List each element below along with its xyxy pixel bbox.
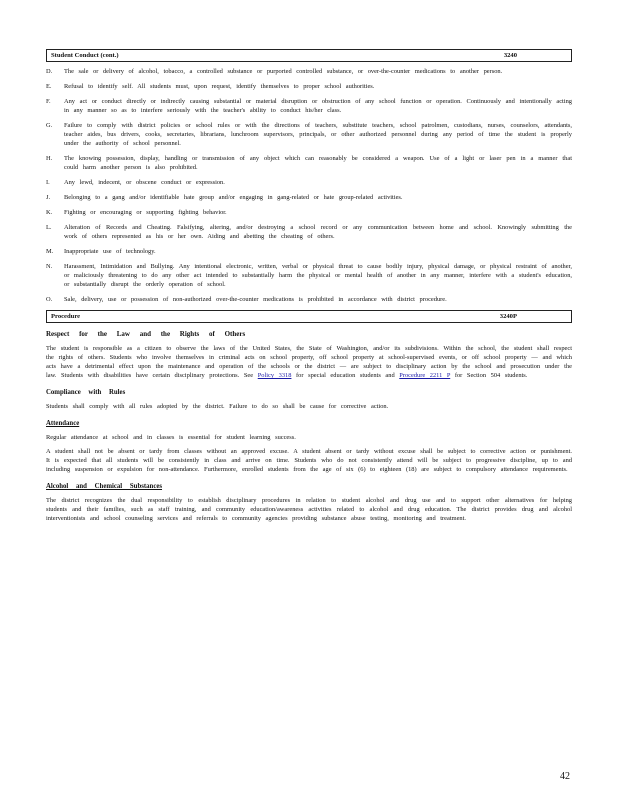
attendance-paragraph-1: Regular attendance at school and in classes is essential for student learning success. [46,434,296,441]
item-letter: I. [46,179,50,186]
list-item [46,247,572,256]
attendance-heading: Attendance [46,420,80,427]
respect-paragraph [46,344,572,380]
list-item [46,82,572,91]
procedure-title: Respect for the Law and the Rights of Others [46,330,246,338]
conduct-list [46,67,572,304]
compliance-paragraph: Students shall comply with all rules adopted by the district. Failure to do so shall be cause for corrective action. [46,403,389,410]
item-letter: O. [46,296,53,303]
list-item [46,295,572,304]
list-item [46,67,572,76]
policy-3318-link[interactable]: Policy 3318 [257,372,292,379]
list-item [46,121,572,148]
compliance-heading: Compliance with Rules [46,389,126,396]
item-letter: G. [46,122,53,129]
item-letter: F. [46,98,51,105]
item-letter: K. [46,209,53,216]
item-letter: N. [46,263,53,270]
respect-text: The student is responsible as a citizen to observe the laws of the United States, the State of Washington, and/or its subdivisions. Within the school, the student shall respect the rights of others. Students who involve themselves in criminal acts on school property, off school property at school-supervised events, or off school property — and which acts have a detrimental effect upon the maintenance and operation of the schools or the district — are subject to disciplinary action by the school and prosecution under the law. Students with disabilities have certain disciplinary protections. See [46,345,572,379]
document-page [46,49,572,528]
list-item [46,178,572,187]
item-letter: H. [46,155,53,162]
item-text: The knowing possession, display, handling or transmission of any object which can reasonably be considered a weapon. Use of a light or laser pen in a manner that could harm another person is also prohibited. [64,155,572,171]
item-text: Any act or conduct directly or indirectly causing substantial or material disruption or obstruction of any school function or operation. Continuously and intentionally acting in any manner so as to interfere seriously with the teacher's ability to conduct his/her class. [64,98,572,114]
section-title: Student Conduct (cont.) [51,52,119,59]
procedure-number: 3240P [499,313,517,320]
item-text: Any lewd, indecent, or obscene conduct or expression. [64,179,225,186]
item-text: Fighting or encouraging or supporting fighting behavior. [64,209,227,216]
item-text: Alteration of Records and Cheating. Falsifying, altering, and/or destroying a school record or any communication between home and school. Knowingly submitting the work of others represented as his or her own. Aiding and abetting the cheating of others. [64,224,572,240]
section-title: Procedure [51,313,81,320]
list-item [46,193,572,202]
list-item [46,154,572,172]
item-letter: L. [46,224,52,231]
respect-text-mid: for special education students and [296,372,395,379]
item-text: Belonging to a gang and/or identifiable hate group and/or engaging in gang-related or hate group-related activities. [64,194,403,201]
item-text: Sale, delivery, use or possession of non-authorized over-the-counter medications is prohibited in accordance with district procedure. [64,296,447,303]
procedure-2211p-link[interactable]: Procedure 2211 P [399,372,451,379]
attendance-paragraph-2: A student shall not be absent or tardy from classes without an approved excuse. A student absent or tardy without excuse shall be subject to corrective action or punishment. It is expected that all students will be consistently in class and arrive on time. Students who do not consistently attend will be subject to progressive discipline, up to and including suspension or expulsion for non-attendance. Furthermore, enrolled students from the age of six (6) to eighteen (18) are subject to compulsory attendance requirements. [46,448,572,473]
item-text: Refusal to identify self. All students must, upon request, identify themselves to proper school authorities. [64,83,375,90]
list-item [46,262,572,289]
item-letter: D. [46,68,53,75]
list-item [46,223,572,241]
section-header-procedure [46,310,572,323]
list-item [46,208,572,217]
item-letter: M. [46,248,54,255]
item-text: Failure to comply with district policies or school rules or with the directions of teachers, substitute teachers, school patrolmen, custodians, nurses, counselors, attendants, teacher aides, bus drivers, cooks, secretaries, librarians, lunchroom supervisors, principals, or other authorized personnel during any period of time the student is properly under the authority of school personnel. [64,122,572,147]
alcohol-paragraph: The district recognizes the dual responsibility to establish disciplinary procedures in relation to student alcohol and drug use and to support other alternatives for helping students and their families, such as staff training, and community education/awareness activities related to alcohol and drug education. The district provides drug and alcohol interventionists and school counseling services and referrals to community agencies providing substance abuse testing, monitoring and treatment. [46,497,572,522]
policy-number: 3240 [503,52,517,59]
list-item [46,97,572,115]
item-text: Inappropriate use of technology. [64,248,156,255]
page-number: 42 [560,771,570,782]
section-header-student-conduct [46,49,572,62]
item-letter: E. [46,83,52,90]
alcohol-heading: Alcohol and Chemical Substances [46,483,163,490]
item-text: The sale or delivery of alcohol, tobacco, a controlled substance or purported controlled substance, or over-the-counter medications to another person. [64,68,503,75]
item-letter: J. [46,194,51,201]
item-text: Harassment, Intimidation and Bullying. Any intentional electronic, written, verbal or physical threat to cause bodily injury, physical damage, or physical restraint of another, or maliciously threatening to do any other act intended to substantially harm the physical or mental health of another in any manner, interfere with a student's education, or substantially disrupt the orderly operation of school. [64,263,573,288]
respect-text-end: for Section 504 students. [454,372,528,379]
